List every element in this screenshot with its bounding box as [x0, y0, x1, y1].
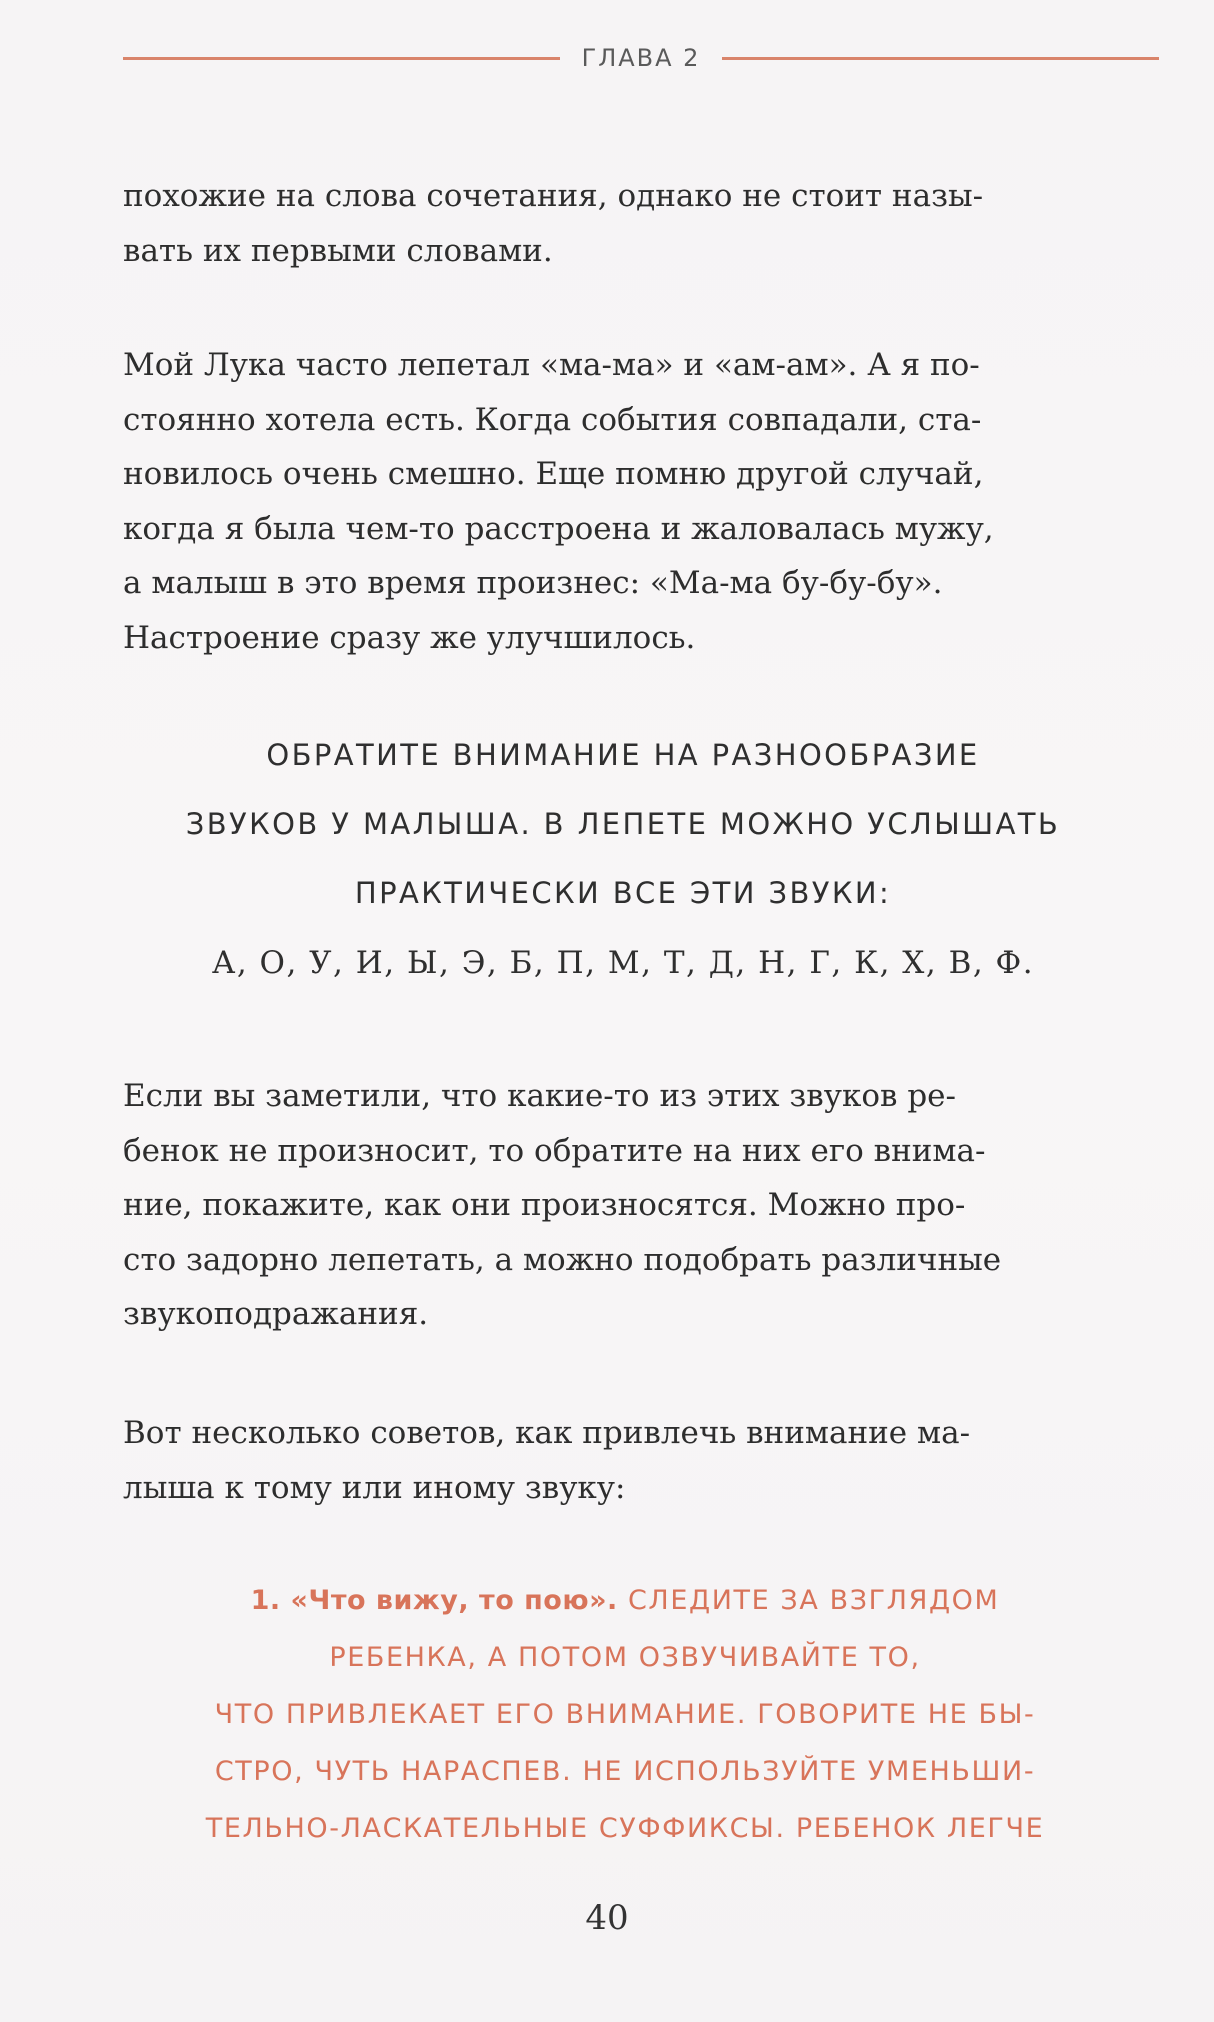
paragraph-2 — [123, 338, 1123, 665]
paragraph-line: новилось очень смешно. Еще помню другой случай, — [123, 456, 984, 492]
paragraph-line: похожие на слова сочетания, однако не стоит назы- — [123, 178, 984, 214]
tip-line: РЕБЕНКА, А ПОТОМ ОЗВУЧИВАЙТЕ ТО, — [329, 1642, 921, 1673]
sounds-list: А, О, У, И, Ы, Э, Б, П, М, Т, Д, Н, Г, К, Х, В, Ф. — [211, 945, 1035, 981]
paragraph-line: бенок не произносит, то обратите на них его внима- — [123, 1132, 986, 1169]
paragraph-3 — [123, 1069, 1123, 1342]
paragraph-line: стоянно хотела есть. Когда события совпадали, ста- — [123, 401, 982, 438]
paragraph-line: Мой Лука часто лепетал «ма-ма» и «ам-ам». А я по- — [123, 347, 980, 383]
sounds-callout — [123, 721, 1123, 998]
paragraph-1 — [123, 169, 1123, 278]
paragraph-line: лыша к тому или иному звуку: — [123, 1469, 626, 1506]
paragraph-line: Вот несколько советов, как привлечь внимание ма- — [123, 1415, 971, 1451]
tip-lead: 1. «Что вижу, то пою». — [250, 1585, 618, 1616]
paragraph-line: Если вы заметили, что какие-то из этих звуков ре- — [123, 1078, 956, 1114]
paragraph-line: когда я была чем-то расстроена и жаловалась мужу, — [123, 510, 994, 547]
paragraph-line: звукоподражания. — [123, 1296, 429, 1332]
tip-block — [130, 1572, 1120, 1857]
tip-line — [130, 1572, 1120, 1629]
page-number: 40 — [585, 1898, 629, 1938]
paragraph-line: сто задорно лепетать, а можно подобрать различные — [123, 1241, 1002, 1278]
chapter-title: ГЛАВА 2 — [581, 44, 701, 72]
paragraph-line: а малыш в это время произнес: «Ма-ма бу-бу-бу». — [123, 565, 943, 601]
header-rule-right — [722, 57, 1159, 60]
paragraph-line: ние, покажите, как они произносятся. Можно про- — [123, 1187, 966, 1223]
callout-line: ЗВУКОВ У МАЛЫША. В ЛЕПЕТЕ МОЖНО УСЛЫШАТЬ — [185, 807, 1061, 841]
callout-line: ОБРАТИТЕ ВНИМАНИЕ НА РАЗНООБРАЗИЕ — [266, 738, 980, 772]
chapter-header — [123, 38, 1159, 78]
tip-line: ТЕЛЬНО-ЛАСКАТЕЛЬНЫЕ СУФФИКСЫ. РЕБЕНОК ЛЕГЧЕ — [205, 1813, 1045, 1844]
tip-line: ЧТО ПРИВЛЕКАЕТ ЕГО ВНИМАНИЕ. ГОВОРИТЕ НЕ БЫ- — [214, 1699, 1036, 1730]
paragraph-line: вать их первыми словами. — [123, 232, 553, 269]
header-rule-left — [123, 57, 560, 60]
paragraph-line: Настроение сразу же улучшилось. — [123, 619, 696, 656]
tip-first-rest: СЛЕДИТЕ ЗА ВЗГЛЯДОМ — [617, 1585, 1000, 1616]
paragraph-4 — [123, 1406, 1123, 1515]
tip-line: СТРО, ЧУТЬ НАРАСПЕВ. НЕ ИСПОЛЬЗУЙТЕ УМЕНЬШИ- — [214, 1756, 1036, 1787]
callout-line: ПРАКТИЧЕСКИ ВСЕ ЭТИ ЗВУКИ: — [354, 876, 892, 910]
